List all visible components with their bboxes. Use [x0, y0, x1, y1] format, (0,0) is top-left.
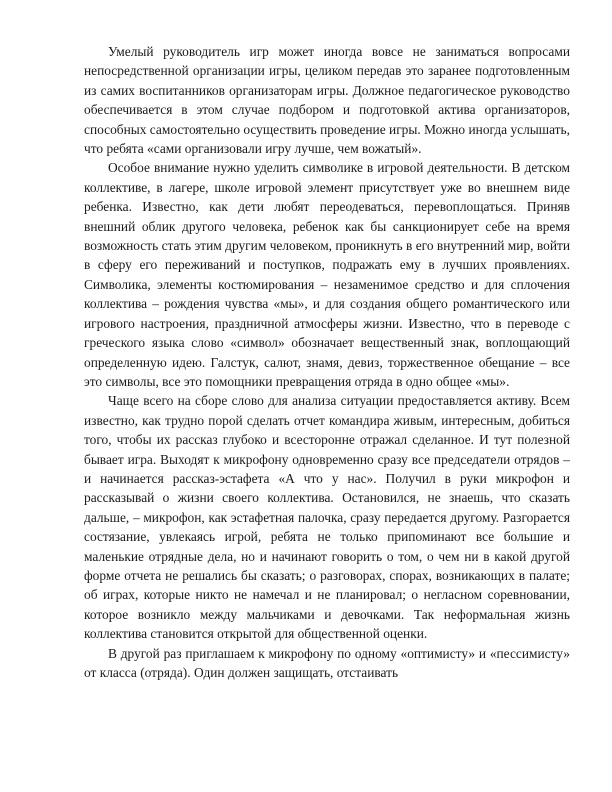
- paragraph-symbolism: Особое внимание нужно уделить символике в игровой деятельности. В детском коллективе, в лагере, школе игровой элемент присутствует уже во внешнем виде ребенка. Известно, как дети любят переодеваться, перевоплощаться. Приняв внешний облик другого человека, ребенок как бы санкционирует себе на время возможность стать этим другим человеком, проникнуть в его внутренний мир, войти в сферу его переживаний и поступков, подражать ему в лучших проявлениях. Символика, элементы костюмирования – незаменимое средство и для сплочения коллектива – рождения чувства «мы», и для создания общего романтического или игрового настроения, праздничной атмосферы жизни. Известно, что в переводе с греческого языка слово «символ» обозначает вещественный знак, воплощающий определенную идею. Галстук, салют, знамя, девиз, торжественное обещание – все это символы, все это помощники превращения отряда в одно общее «мы».: [84, 160, 570, 389]
- paragraph-microphone-relay: Чаще всего на сборе слово для анализа ситуации предоставляется активу. Всем известно, как трудно порой сделать отчет командира живым, интересным, добиться того, чтобы их рассказ глубоко и всесторонне отражал сделанное. И тут полезной бывает игра. Выходят к микрофону одновременно сразу все председатели отрядов – и начинается рассказ-эстафета «А что у нас». Получил в руки микрофон и рассказывай о жизни своего коллектива. Остановился, не знаешь, что сказать дальше, – микрофон, как эстафетная палочка, сразу передается другому. Разгорается состязание, увлекаясь игрой, ребята не только припоминают все большие и маленькие отрядные дела, но и начинают говорить о том, о чем ни в какой другой форме отчета не решались бы сказать; о разговорах, спорах, возникающих в палате; об играх, которые никто не намечал и не планировал; о негласном соревновании, которое возникло между мальчиками и девочками. Так неформальная жизнь коллектива становится открытой для общественной оценки.: [84, 393, 570, 642]
- paragraph-optimist-pessimist: В другой раз приглашаем к микрофону по одному «оптимисту» и «пессимисту» от класса (отряда). Один должен защищать, отстаивать: [84, 645, 570, 680]
- document-page: [84, 42, 570, 682]
- paragraph-game-leader: Умелый руководитель игр может иногда вовсе не заниматься вопросами непосредственной организации игры, целиком передав это заранее подготовленным из самих воспитанников организаторам игры. Должное педагогическое руководство обеспечивается в этом случае подбором и подготовкой актива организаторов, способных самостоятельно осуществить проведение игры. Можно иногда услышать, что ребята «сами организовали игру лучше, чем вожатый».: [84, 44, 570, 157]
